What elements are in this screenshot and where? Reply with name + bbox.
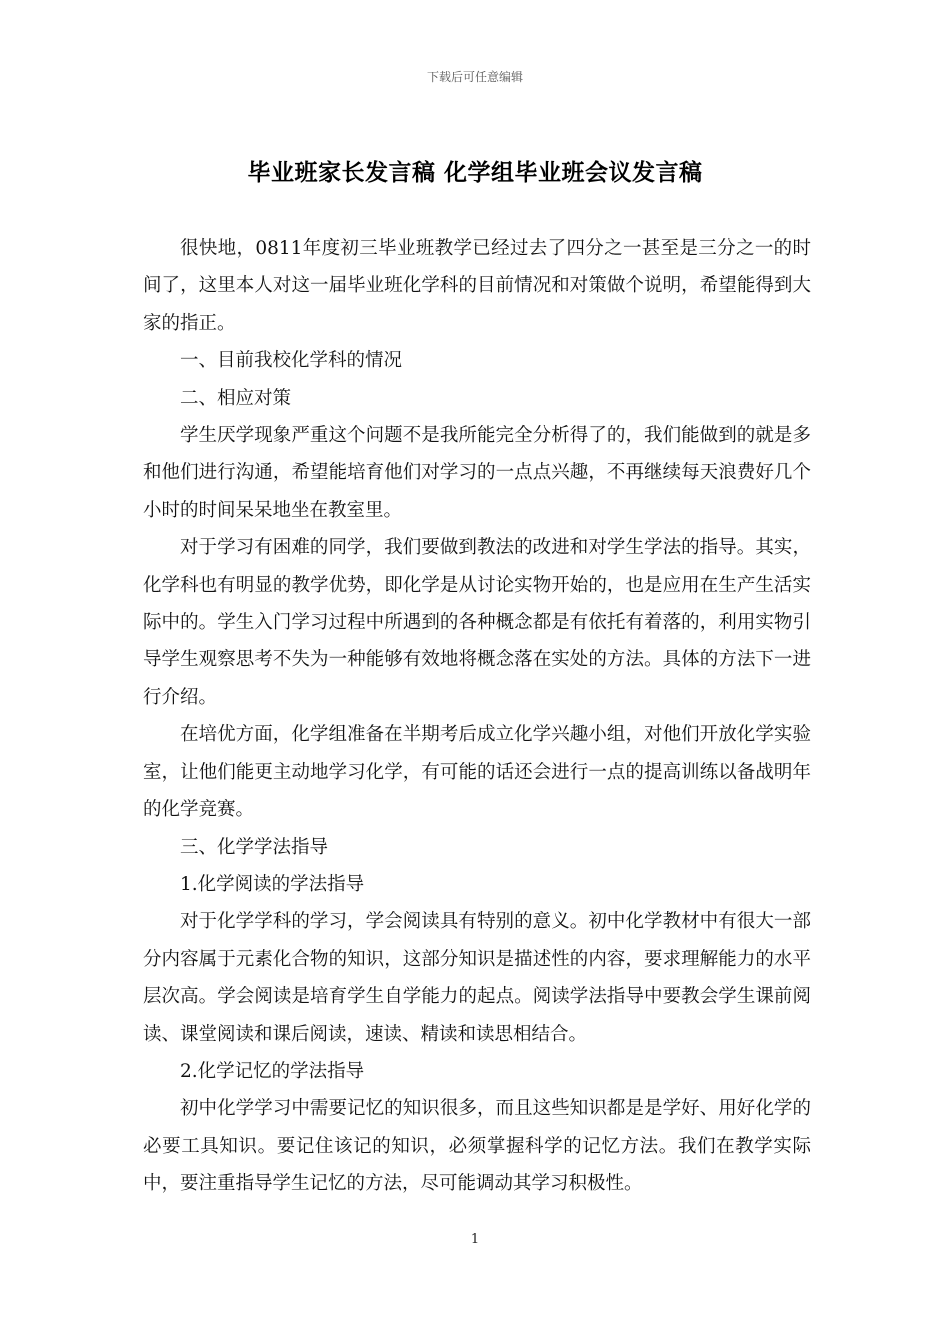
document-body bbox=[143, 230, 811, 1203]
subheading-memory-methods: 2.化学记忆的学法指导 bbox=[180, 1060, 365, 1082]
paragraph-intro: 很快地，0811年度初三毕业班教学已经过去了四分之一甚至是三分之一的时间了，这里本人对这一届毕业班化学科的目前情况和对策做个说明，希望能得到大家的指正。 bbox=[143, 238, 811, 334]
subheading-reading-methods: 1.化学阅读的学法指导 bbox=[180, 873, 365, 895]
paragraph-reading-methods: 对于化学学科的学习，学会阅读具有特别的意义。初中化学教材中有很大一部分内容属于元素化合物的知识，这部分知识是描述性的内容，要求理解能力的水平层次高。学会阅读是培育学生自学能力的起点。阅读学法指导中要教会学生课前阅读、课堂阅读和课后阅读，速读、精读和读思相结合。 bbox=[143, 911, 811, 1045]
section-heading-current-situation: 一、目前我校化学科的情况 bbox=[180, 350, 403, 372]
page-number: 1 bbox=[470, 1232, 480, 1247]
paragraph-student-weariness: 学生厌学现象严重这个问题不是我所能完全分析得了的，我们能做到的就是多和他们进行沟通，希望能培育他们对学习的一点点兴趣，不再继续每天浪费好几个小时的时间呆呆地坐在教室里。 bbox=[143, 425, 811, 521]
paragraph-struggling-students: 对于学习有困难的同学，我们要做到教法的改进和对学生学法的指导。其实，化学科也有明显的教学优势，即化学是从讨论实物开始的，也是应用在生产生活实际中的。学生入门学习过程中所遇到的各种概念都是有依托有着落的，利用实物引导学生观察思考不失为一种能够有效地将概念落在实处的方法。具体的方法下一进行介绍。 bbox=[143, 537, 811, 708]
section-heading-study-methods: 三、化学学法指导 bbox=[180, 836, 329, 858]
paragraph-memory-methods: 初中化学学习中需要记忆的知识很多，而且这些知识都是是学好、用好化学的必要工具知识。要记住该记的知识，必须掌握科学的记忆方法。我们在教学实际中，要注重指导学生记忆的方法，尽可能调动其学习积极性。 bbox=[143, 1098, 811, 1195]
header-note: 下载后可任意编辑 bbox=[426, 70, 523, 84]
section-heading-countermeasures: 二、相应对策 bbox=[180, 387, 292, 409]
paragraph-advanced-students: 在培优方面，化学组准备在半期考后成立化学兴趣小组，对他们开放化学实验室，让他们能更主动地学习化学，有可能的话还会进行一点的提高训练以备战明年的化学竞赛。 bbox=[143, 724, 811, 821]
document-title: 毕业班家长发言稿 化学组毕业班会议发言稿 bbox=[247, 160, 703, 186]
